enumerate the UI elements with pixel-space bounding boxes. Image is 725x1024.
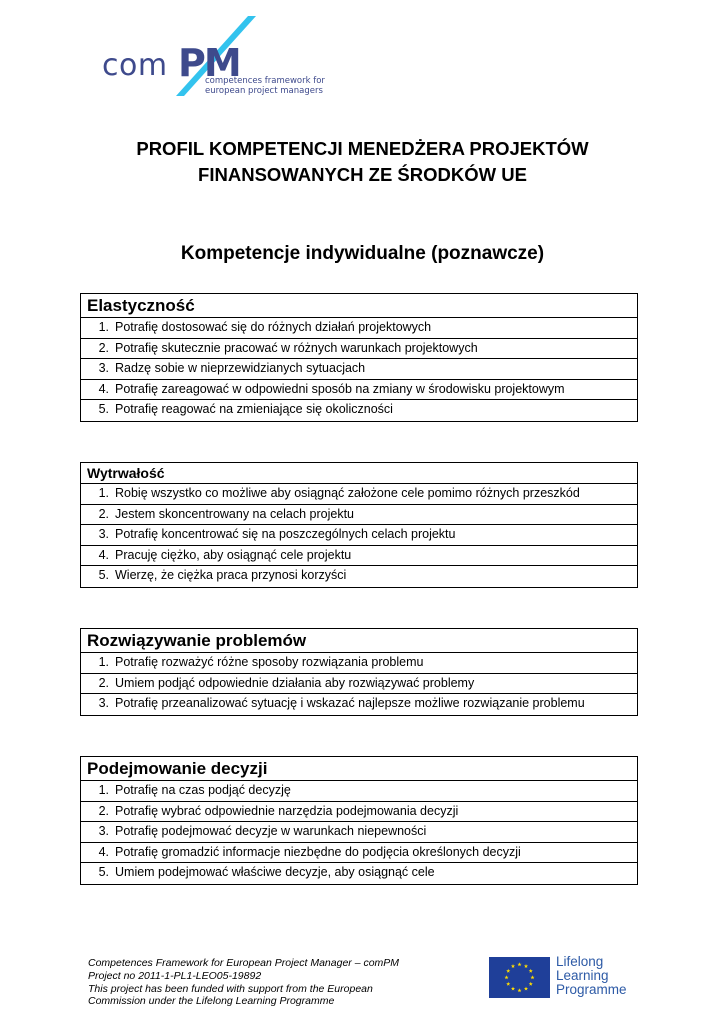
table-row: [81, 653, 637, 674]
row-text: Potrafię gromadzić informacje niezbędne do podjęcia określonych decyzji: [115, 844, 521, 859]
competence-table-decision-making: [80, 756, 638, 885]
row-text: Potrafię zareagować w odpowiedni sposób na zmiany w środowisku projektowym: [115, 381, 565, 396]
table-row: [81, 359, 637, 380]
row-number: 1.: [98, 655, 109, 669]
row-text: Wierzę, że ciężka praca przynosi korzyści: [115, 568, 347, 582]
table-row: [81, 318, 637, 339]
table-row: [81, 546, 637, 567]
logo-tagline-line2: european project managers: [205, 86, 323, 96]
table-row: [81, 505, 637, 526]
row-number: 4.: [98, 547, 109, 562]
table-row: [81, 802, 637, 823]
competence-table-heading: Wytrwałość: [81, 463, 637, 484]
competence-table-flexibility: [80, 293, 638, 422]
table-row: [81, 843, 637, 864]
row-number: 2.: [98, 506, 109, 521]
llp-line: Learning: [556, 968, 609, 983]
competence-table-persistence: [80, 462, 638, 588]
competence-table-heading: Elastyczność: [81, 294, 637, 318]
document-title: [60, 136, 665, 188]
row-number: 5.: [98, 865, 109, 879]
row-number: 1.: [98, 783, 109, 797]
table-row: [81, 781, 637, 802]
table-row: [81, 822, 637, 843]
row-number: 3.: [98, 696, 109, 710]
logo-tagline-line1: competences framework for: [205, 76, 325, 86]
compm-logo: [98, 14, 328, 96]
row-text: Potrafię skutecznie pracować w różnych warunkach projektowych: [115, 340, 478, 355]
table-row: [81, 380, 637, 401]
table-row: [81, 863, 637, 884]
row-number: 5.: [98, 402, 109, 416]
row-text: Potrafię na czas podjąć decyzję: [115, 783, 291, 797]
footer-text: [88, 957, 468, 1008]
row-text: Umiem podjąć odpowiednie działania aby rozwiązywać problemy: [115, 675, 475, 690]
llp-line: Lifelong: [556, 954, 604, 969]
section-heading: Kompetencje indywidualne (poznawcze): [180, 243, 545, 264]
row-text: Potrafię wybrać odpowiednie narzędzia podejmowania decyzji: [115, 803, 459, 818]
row-text: Potrafię koncentrować się na poszczególnych celach projektu: [115, 527, 456, 541]
row-text: Robię wszystko co możliwe aby osiągnąć założone cele pomimo różnych przeszkód: [115, 486, 580, 500]
row-text: Potrafię przeanalizować sytuację i wskazać najlepsze możliwe rozwiązanie problemu: [115, 696, 585, 710]
row-text: Radzę sobie w nieprzewidzianych sytuacjach: [115, 361, 366, 375]
table-row: [81, 674, 637, 695]
lifelong-learning-logo: [489, 954, 639, 999]
row-text: Jestem skoncentrowany na celach projektu: [115, 506, 355, 521]
logo-mark: PM: [178, 41, 240, 85]
row-number: 2.: [98, 675, 109, 690]
competence-table-heading: Podejmowanie decyzji: [81, 757, 637, 781]
footer-line: This project has been funded with support from the European: [88, 982, 373, 995]
llp-line: Programme: [556, 982, 627, 997]
row-number: 1.: [98, 320, 109, 334]
row-text: Potrafię rozważyć różne sposoby rozwiązania problemu: [115, 655, 424, 669]
document-title-line1: PROFIL KOMPETENCJI MENEDŻERA PROJEKTÓW: [136, 138, 589, 159]
row-number: 5.: [98, 568, 109, 582]
row-number: 3.: [98, 361, 109, 375]
logo-tagline: [205, 76, 325, 96]
table-row: [81, 694, 637, 715]
table-row: [81, 339, 637, 360]
competence-table-problem-solving: [80, 628, 638, 716]
table-row: [81, 566, 637, 587]
footer-line: Competences Framework for European Project Manager – comPM: [88, 957, 400, 969]
table-row: [81, 525, 637, 546]
table-row: [81, 484, 637, 505]
footer-line: Project no 2011-1-PL1-LEO05-19892: [88, 969, 262, 982]
document-title-line2: FINANSOWANYCH ZE ŚRODKÓW UE: [198, 164, 527, 185]
footer-line: Commission under the Lifelong Learning Programme: [88, 995, 335, 1008]
logo-prefix: com: [102, 48, 168, 83]
row-text: Potrafię reagować na zmieniające się okoliczności: [115, 402, 393, 416]
row-text: Potrafię dostosować się do różnych działań projektowych: [115, 320, 432, 334]
row-number: 1.: [98, 486, 109, 500]
table-row: [81, 400, 637, 421]
row-text: Pracuję ciężko, aby osiągnąć cele projektu: [115, 547, 352, 562]
row-number: 3.: [98, 527, 109, 541]
eu-flag-icon: [489, 957, 550, 998]
row-text: Potrafię podejmować decyzje w warunkach niepewności: [115, 824, 427, 838]
row-number: 2.: [98, 803, 109, 818]
competence-table-heading: Rozwiązywanie problemów: [81, 629, 637, 653]
llp-label: [556, 955, 627, 997]
row-text: Umiem podejmować właściwe decyzje, aby osiągnąć cele: [115, 865, 435, 879]
row-number: 2.: [98, 340, 109, 355]
row-number: 4.: [98, 381, 109, 396]
row-number: 3.: [98, 824, 109, 838]
row-number: 4.: [98, 844, 109, 859]
